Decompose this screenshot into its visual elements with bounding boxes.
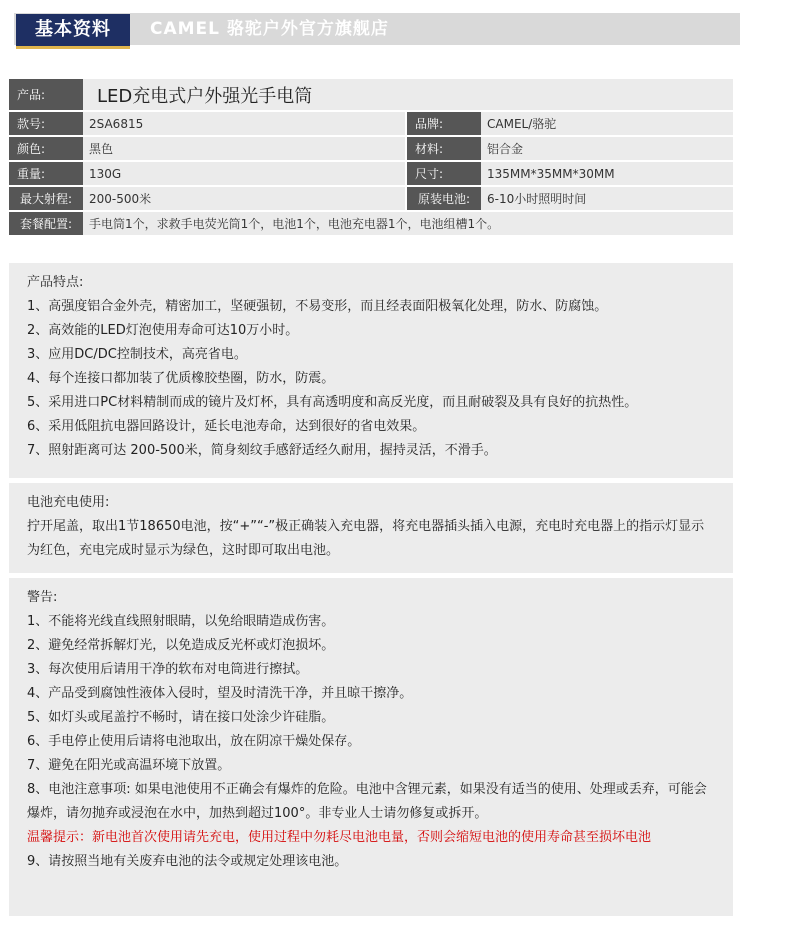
spec-row: [9, 137, 733, 160]
warning-item: 1、不能将光线直线照射眼睛，以免给眼睛造成伤害。: [27, 614, 335, 629]
spec-value-product: LED充电式户外强光手电筒: [83, 79, 733, 110]
spec-label-size: 尺寸:: [407, 162, 481, 185]
charging-title: 电池充电使用:: [27, 495, 110, 510]
spec-label-range: 最大射程:: [9, 187, 83, 210]
warning-item: 4、产品受到腐蚀性液体入侵时，望及时清洗干净，并且晾干擦净。: [27, 686, 413, 701]
spec-value-model: 2SA6815: [83, 112, 405, 135]
features-title: 产品特点:: [27, 275, 84, 290]
warning-item: 6、手电停止使用后请将电池取出，放在阴凉干燥处保存。: [27, 734, 361, 749]
feature-item: 3、应用DC/DC控制技术，高亮省电。: [27, 347, 247, 362]
spec-label-brand: 品牌:: [407, 112, 481, 135]
warnings-title: 警告:: [27, 590, 58, 605]
charging-section: [9, 483, 733, 573]
spec-label-product: 产品:: [9, 79, 83, 110]
header-bar: [14, 13, 740, 45]
spec-label-model: 款号:: [9, 112, 83, 135]
spec-row-package: [9, 212, 733, 235]
charging-text: 拧开尾盖，取出1节18650电池，按“+”“-”极正确装入充电器，将充电器插头插入电源，充电时充电器上的指示灯显示为红色，充电完成时显示为绿色，这时即可取出电池。: [27, 519, 705, 558]
warnings-section: [9, 578, 733, 916]
feature-item: 5、采用进口PC材料精制而成的镜片及灯杯，具有高透明度和高反光度，而且耐破裂及具有良好的抗热性。: [27, 395, 638, 410]
warning-item: 9、请按照当地有关废弃电池的法令或规定处理该电池。: [27, 854, 348, 869]
spec-label-weight: 重量:: [9, 162, 83, 185]
header-subtitle: CAMEL 骆驼户外官方旗舰店: [150, 19, 389, 39]
spec-value-package: 手电筒1个，求救手电荧光筒1个，电池1个，电池充电器1个，电池组槽1个。: [83, 212, 733, 235]
feature-item: 7、照射距离可达 200-500米，简身刻纹手感舒适经久耐用，握持灵活，不滑手。: [27, 443, 497, 458]
spec-value-color: 黑色: [83, 137, 405, 160]
warning-item: 5、如灯头或尾盖拧不畅时，请在接口处涂少许硅脂。: [27, 710, 335, 725]
spec-row: [9, 112, 733, 135]
feature-item: 4、每个连接口都加装了优质橡胶垫圈，防水，防震。: [27, 371, 335, 386]
feature-item: 6、采用低阻抗电器回路设计，延长电池寿命，达到很好的省电效果。: [27, 419, 426, 434]
spec-row: [9, 187, 733, 210]
spec-label-material: 材料:: [407, 137, 481, 160]
spec-value-size: 135MM*35MM*30MM: [481, 162, 733, 185]
warning-item: 3、每次使用后请用干净的软布对电筒进行擦拭。: [27, 662, 309, 677]
features-section: [9, 263, 733, 478]
feature-item: 2、高效能的LED灯泡使用寿命可达10万小时。: [27, 323, 299, 338]
spec-value-material: 铝合金: [481, 137, 733, 160]
spec-value-brand: CAMEL/骆驼: [481, 112, 733, 135]
feature-item: 1、高强度铝合金外壳，精密加工，坚硬强韧，不易变形，而且经表面阳极氧化处理，防水、防腐蚀。: [27, 299, 608, 314]
spec-label-battery: 原装电池:: [407, 187, 481, 210]
spec-label-color: 颜色:: [9, 137, 83, 160]
spec-value-battery: 6-10小时照明时间: [481, 187, 733, 210]
spec-row: [9, 162, 733, 185]
spec-label-package: 套餐配置:: [9, 212, 83, 235]
warning-item: 8、电池注意事项: 如果电池使用不正确会有爆炸的危险。电池中含锂元素，如果没有适当的使用、处理或丢弃，可能会爆炸，请勿抛弃或浸泡在水中，加热到超过100°。非专业人士请勿修复或拆开。: [27, 782, 707, 821]
spec-value-range: 200-500米: [83, 187, 405, 210]
spec-value-weight: 130G: [83, 162, 405, 185]
warm-tip: 温馨提示：新电池首次使用请先充电，使用过程中勿耗尽电池电量，否则会缩短电池的使用寿命甚至损坏电池: [27, 830, 652, 845]
spec-table: [9, 77, 733, 237]
spec-row-product: [9, 79, 733, 110]
header-tab: 基本资料: [16, 14, 130, 46]
warning-item: 7、避免在阳光或高温环境下放置。: [27, 758, 231, 773]
warning-item: 2、避免经常拆解灯光，以免造成反光杯或灯泡损坏。: [27, 638, 335, 653]
